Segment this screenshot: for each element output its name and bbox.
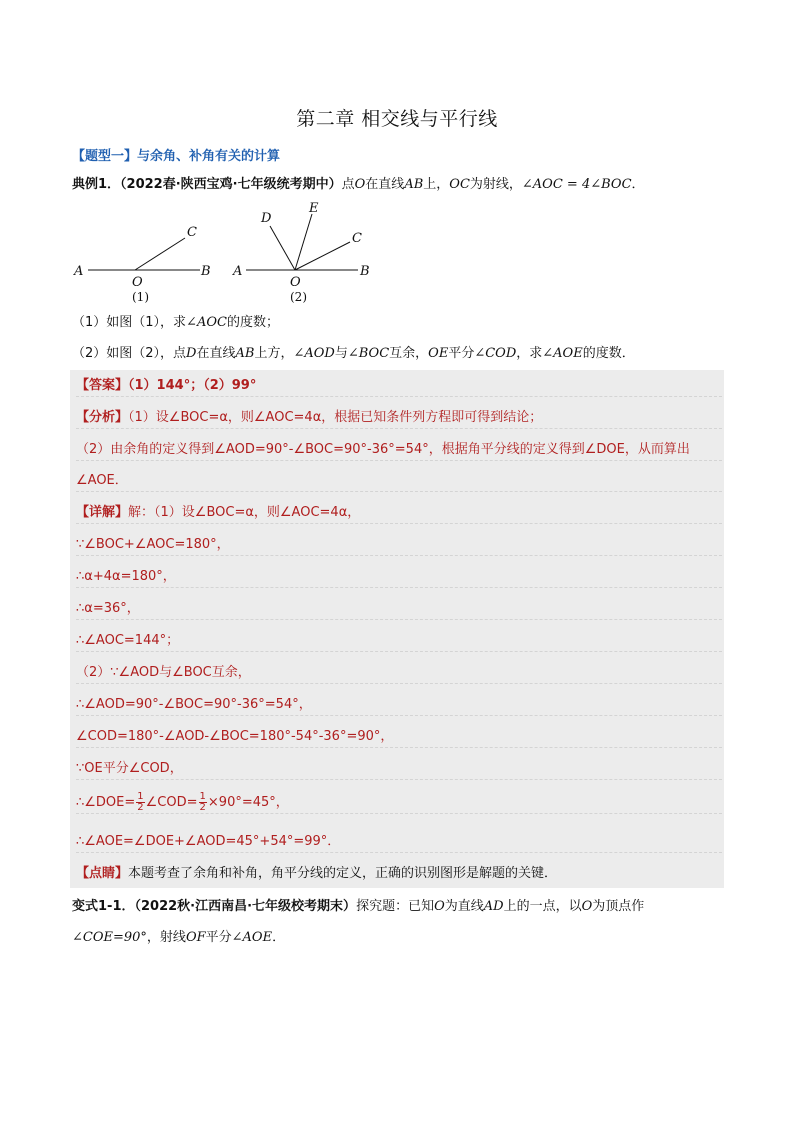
fig2-label-o: O — [290, 275, 301, 290]
analysis-row-1 — [76, 408, 722, 429]
detail-row-3: ∴α=36°， — [76, 599, 722, 620]
question-text: 平分 — [448, 346, 475, 361]
fraction-half — [199, 792, 207, 813]
answer-row — [76, 376, 722, 397]
question-text: 的度数． — [582, 346, 635, 361]
angle-aoc: ∠AOC — [186, 315, 227, 330]
variant-line-1 — [72, 898, 644, 916]
variant-text: 平分 — [205, 930, 232, 945]
question-text: ，求 — [516, 346, 543, 361]
variant-line-2 — [72, 929, 285, 947]
fig2-label-e: E — [309, 201, 319, 216]
ray-oe: OE — [428, 346, 449, 361]
angle-coe: ∠COE=90° — [72, 930, 147, 945]
variant-text: 为顶点作 — [592, 899, 645, 914]
detail-row-8: ∵OE平分∠COD， — [76, 759, 722, 780]
question-type-heading: 【题型一】与余角、补角有关的计算 — [72, 149, 281, 164]
ray-of: OF — [185, 930, 206, 945]
detail-row-9 — [76, 792, 722, 814]
detail-row-10: ∴∠AOE=∠DOE+∠AOD=45°+54°=99°． — [76, 832, 722, 853]
question-text: （1）如图（1），求 — [72, 315, 187, 330]
line-ab: AB — [404, 177, 424, 192]
detail-text: ×90°=45°， — [207, 795, 289, 810]
analysis-text: （1）设∠BOC=α，则∠AOC=4α，根据已知条件列方程即可得到结论； — [128, 410, 543, 425]
point-o: O — [581, 899, 593, 914]
fig1-label-o: O — [132, 275, 143, 290]
variant-text: 上的一点，以 — [503, 899, 582, 914]
question-text: 上方， — [254, 346, 294, 361]
stem-text: 点 — [341, 177, 355, 192]
point-o: O — [354, 177, 366, 192]
fig2-ray-oc — [295, 242, 350, 270]
fig1-label-b: B — [201, 264, 211, 279]
angle-relation: ∠AOC = 4∠BOC — [521, 177, 632, 192]
stem-text: 上， — [423, 177, 450, 192]
detail-row-4: ∴∠AOC=144°； — [76, 631, 722, 652]
fraction-denominator: 2 — [137, 802, 144, 813]
fraction-half — [136, 792, 144, 813]
fig2-label-b: B — [360, 264, 370, 279]
question-1 — [72, 314, 279, 332]
example-source: （2022春·陕西宝鸡·七年级统考期中） — [120, 177, 342, 192]
angle-aoe: ∠AOE — [542, 346, 583, 361]
comment-tag: 【点睛】 — [76, 866, 129, 881]
stem-text: 为射线， — [469, 177, 522, 192]
fraction-numerator: 1 — [199, 791, 206, 802]
example-stem — [72, 176, 645, 194]
comment-text: 本题考查了余角和补角，角平分线的定义，正确的识别图形是解题的关键． — [128, 866, 558, 881]
point-d: D — [186, 346, 197, 361]
comment-row — [76, 864, 722, 884]
question-text: （2）如图（2），点 — [72, 346, 187, 361]
detail-row-intro — [76, 503, 722, 524]
detail-row-1: ∵∠BOC+∠AOC=180°， — [76, 535, 722, 556]
question-text: 互余， — [389, 346, 429, 361]
example-label: 典例1． — [72, 177, 121, 192]
detail-row-5: （2）∵∠AOD与∠BOC互余， — [76, 663, 722, 684]
answer-tag: 【答案】 — [76, 378, 129, 393]
fig2-label-a: A — [233, 264, 243, 279]
analysis-row-3: ∠AOE． — [76, 471, 722, 492]
fraction-denominator: 2 — [199, 802, 206, 813]
angle-cod: ∠COD — [474, 346, 517, 361]
detail-row-2: ∴α+4α=180°， — [76, 567, 722, 588]
fig2-ray-od — [270, 226, 295, 270]
detail-tag: 【详解】 — [76, 505, 129, 520]
analysis-row-2: （2）由余角的定义得到∠AOD=90°-∠BOC=90°-36°=54°，根据角平分线的定义得到∠DOE，从而算出 — [76, 440, 722, 461]
variant-text: ，射线 — [146, 930, 186, 945]
angle-boc: ∠BOC — [347, 346, 390, 361]
detail-text: ∠COD= — [145, 795, 198, 810]
fig1-label-a: A — [74, 264, 84, 279]
detail-row-7: ∠COD=180°-∠AOD-∠BOC=180°-54°-36°=90°， — [76, 727, 722, 748]
question-text: 与 — [334, 346, 348, 361]
geometry-figure — [70, 200, 380, 308]
stem-text: 在直线 — [365, 177, 405, 192]
fig2-label-c: C — [352, 231, 362, 246]
angle-aoe: ∠AOE — [231, 930, 273, 945]
point-o: O — [434, 899, 445, 914]
variant-label: 变式1-1． — [72, 899, 135, 914]
chapter-title: 第二章 相交线与平行线 — [296, 108, 498, 130]
fig1-ray-oc — [135, 238, 185, 270]
question-text: 的度数； — [226, 315, 279, 330]
line-ad: AD — [483, 899, 504, 914]
question-text: 在直线 — [196, 346, 236, 361]
fig1-caption: (1) — [132, 290, 149, 304]
stem-text: ． — [631, 177, 645, 192]
angle-aod: ∠AOD — [293, 346, 335, 361]
question-2 — [72, 345, 635, 363]
variant-source: （2022秋·江西南昌·七年级校考期末） — [134, 899, 357, 914]
variant-text: 为直线 — [444, 899, 484, 914]
answer-text: （1）144°；（2）99° — [128, 378, 257, 393]
variant-text: ． — [272, 930, 286, 945]
fraction-numerator: 1 — [137, 791, 144, 802]
detail-text: 解：（1）设∠BOC=α，则∠AOC=4α， — [128, 505, 361, 520]
analysis-tag: 【分析】 — [76, 410, 129, 425]
ray-oc: OC — [449, 177, 470, 192]
variant-text: 探究题：已知 — [356, 899, 435, 914]
detail-text: ∴∠DOE= — [76, 795, 136, 810]
detail-row-6: ∴∠AOD=90°-∠BOC=90°-36°=54°， — [76, 695, 722, 716]
fig2-caption: (2) — [290, 290, 307, 304]
fig1-label-c: C — [187, 225, 197, 240]
fig2-ray-oe — [295, 214, 312, 270]
line-ab: AB — [235, 346, 255, 361]
fig2-label-d: D — [261, 211, 272, 226]
